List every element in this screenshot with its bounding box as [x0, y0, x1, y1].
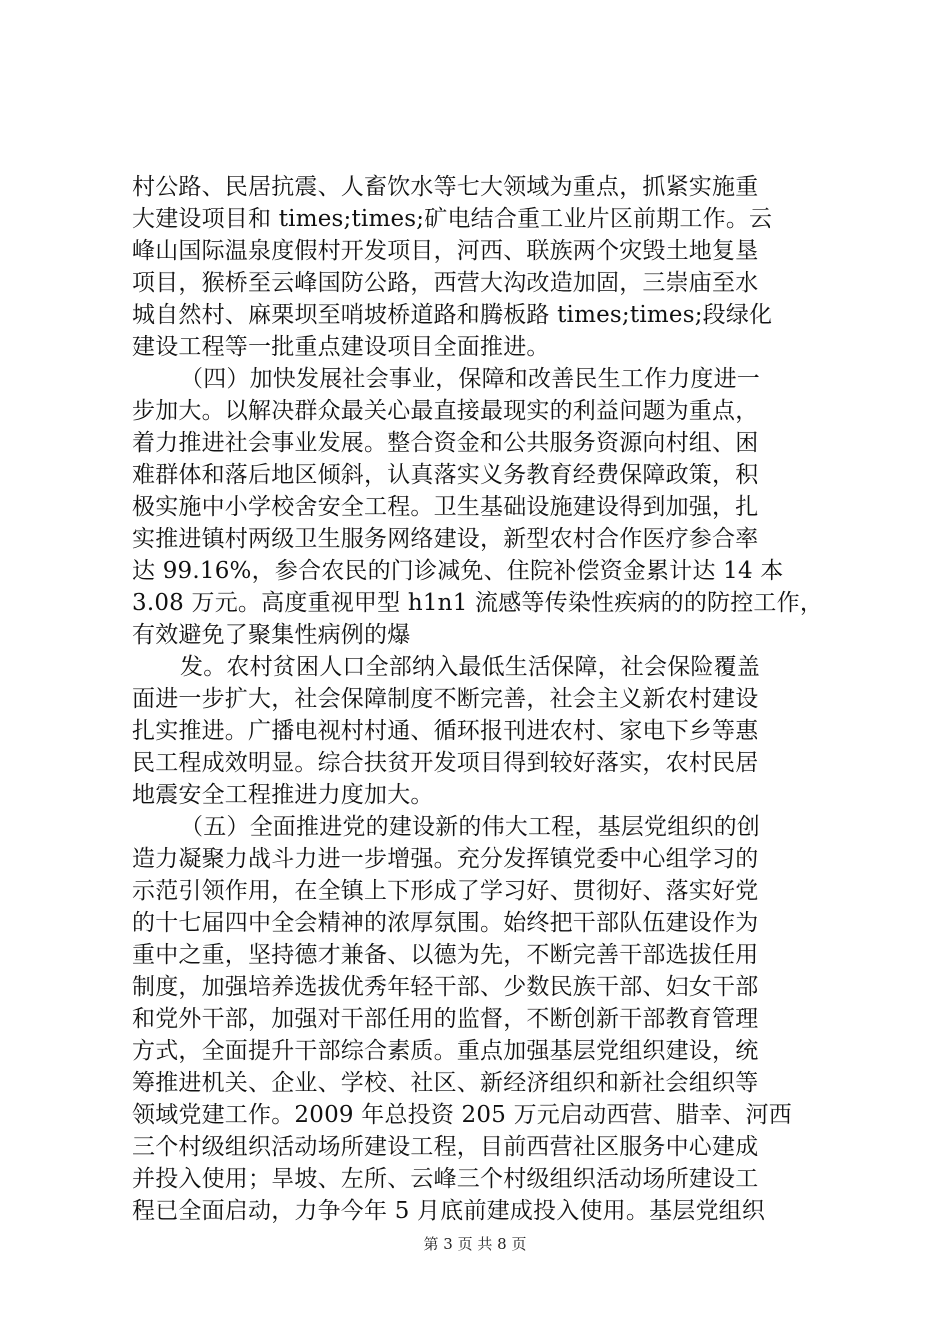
paragraph-start-line: 发。农村贫困人口全部纳入最低生活保障，社会保险覆盖	[180, 654, 760, 680]
text-line: 项目，猴桥至云峰国防公路，西营大沟改造加固，三崇庙至水	[132, 270, 759, 296]
text-line: 大建设项目和 times;times;矿电结合重工业片区前期工作。云	[132, 206, 773, 232]
text-line: 村公路、民居抗震、人畜饮水等七大领域为重点，抓紧实施重	[132, 174, 759, 200]
text-line: 和党外干部，加强对干部任用的监督，不断创新干部教育管理	[132, 1006, 759, 1032]
text-line: 并投入使用；旱坡、左所、云峰三个村级组织活动场所建设工	[132, 1166, 759, 1192]
text-line: 达 99.16%，参合农民的门诊减免、住院补偿资金累计达 14 本	[132, 558, 784, 584]
text-line: 方式，全面提升干部综合素质。重点加强基层党组织建设，统	[132, 1038, 759, 1064]
text-line: 重中之重，坚持德才兼备、以德为先，不断完善干部选拔任用	[132, 942, 759, 968]
text-line: 扎实推进。广播电视村村通、循环报刊进农村、家电下乡等惠	[132, 718, 759, 744]
text-line: 的十七届四中全会精神的浓厚氛围。始终把干部队伍建设作为	[132, 910, 759, 936]
text-line: 有效避免了聚集性病例的爆	[132, 622, 411, 648]
text-line: 城自然村、麻栗坝至哨坡桥道路和腾板路 times;times;段绿化	[132, 302, 773, 328]
text-line: 造力凝聚力战斗力进一步增强。充分发挥镇党委中心组学习的	[132, 846, 759, 872]
text-line: 民工程成效明显。综合扶贫开发项目得到较好落实，农村民居	[132, 750, 759, 776]
text-line: 程已全面启动，力争今年 5 月底前建成投入使用。基层党组织	[132, 1198, 766, 1224]
text-line: 步加大。以解决群众最关心最直接最现实的利益问题为重点，	[132, 398, 759, 424]
text-line: 极实施中小学校舍安全工程。卫生基础设施建设得到加强，扎	[132, 494, 759, 520]
text-line: 面进一步扩大，社会保障制度不断完善，社会主义新农村建设	[132, 686, 759, 712]
text-line: 三个村级组织活动场所建设工程，目前西营社区服务中心建成	[132, 1134, 759, 1160]
text-line: 实推进镇村两级卫生服务网络建设，新型农村合作医疗参合率	[132, 526, 759, 552]
text-line: 地震安全工程推进力度加大。	[132, 782, 434, 808]
text-line: 制度，加强培养选拔优秀年轻干部、少数民族干部、妇女干部	[132, 974, 759, 1000]
text-line: 示范引领作用，在全镇上下形成了学习好、贯彻好、落实好党	[132, 878, 759, 904]
text-line: 3.08 万元。高度重视甲型 h1n1 流感等传染性疾病的的防控工作，	[132, 590, 824, 616]
text-line: 筹推进机关、企业、学校、社区、新经济组织和新社会组织等	[132, 1070, 759, 1096]
page-number-footer: 第 3 页 共 8 页	[423, 1235, 527, 1253]
text-line: 着力推进社会事业发展。整合资金和公共服务资源向村组、困	[132, 430, 759, 456]
paragraph-start-line: （五）全面推进党的建设新的伟大工程，基层党组织的创	[180, 814, 760, 840]
text-line: 难群体和落后地区倾斜，认真落实义务教育经费保障政策，积	[132, 462, 759, 488]
text-line: 峰山国际温泉度假村开发项目，河西、联族两个灾毁土地复垦	[132, 238, 759, 264]
text-line: 建设工程等一批重点建设项目全面推进。	[132, 334, 550, 360]
paragraph-start-line: （四）加快发展社会事业，保障和改善民生工作力度进一	[180, 366, 760, 392]
text-line: 领域党建工作。2009 年总投资 205 万元启动西营、腊幸、河西	[132, 1102, 792, 1128]
